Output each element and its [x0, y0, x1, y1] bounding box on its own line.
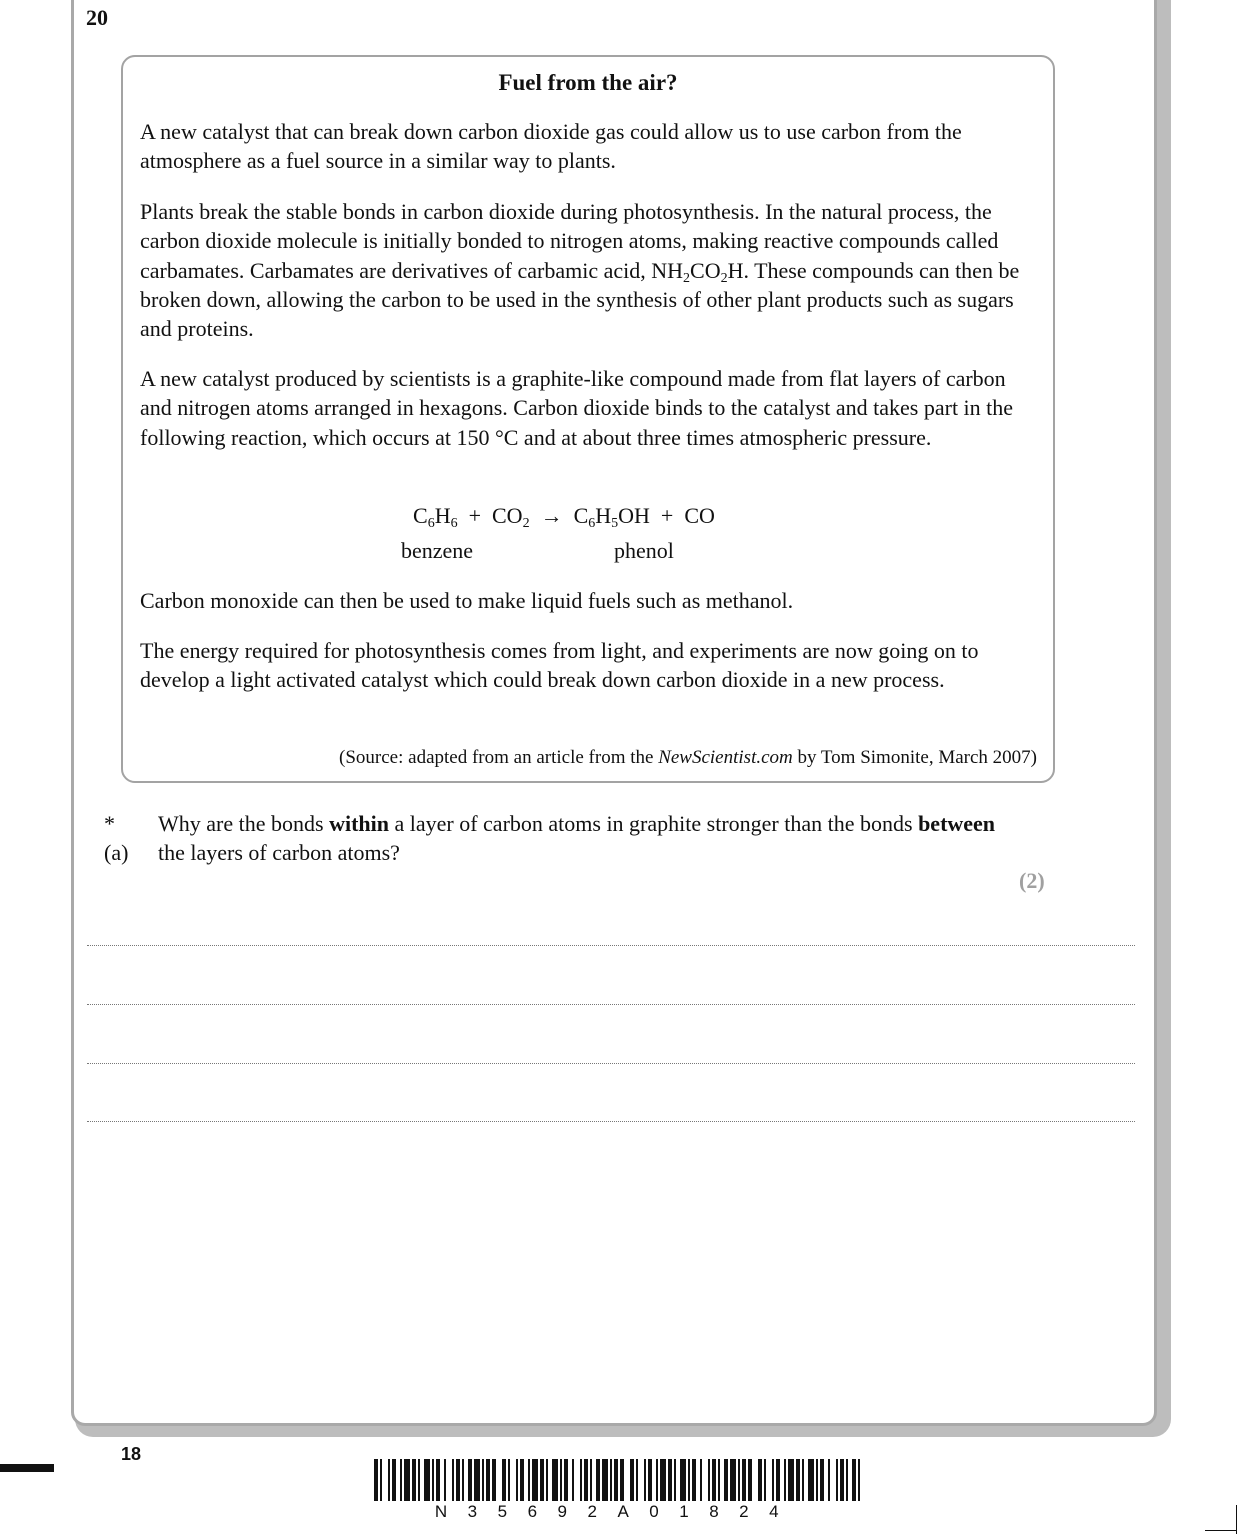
- barcode-bar: [748, 1459, 752, 1501]
- phenol-label: phenol: [614, 538, 674, 563]
- barcode-bar: [668, 1459, 672, 1501]
- barcode-bar: [424, 1459, 430, 1501]
- barcode-bar: [784, 1459, 786, 1501]
- barcode-bar: [602, 1459, 608, 1501]
- barcode-bar: [456, 1459, 460, 1501]
- barcode-bar: [486, 1459, 490, 1501]
- article-box: [121, 55, 1055, 783]
- barcode-bar: [636, 1459, 638, 1501]
- barcode-bar: [528, 1459, 530, 1501]
- barcode-bar: [708, 1459, 710, 1501]
- answer-line[interactable]: [87, 1121, 1135, 1122]
- barcode-bar: [718, 1459, 720, 1501]
- barcode-bar: [836, 1459, 838, 1501]
- barcode-icon: [374, 1459, 860, 1501]
- barcode-bar: [858, 1459, 860, 1501]
- article-paragraph-5: The energy required for photosynthesis comes from light, and experiments are now going on to develop a light activated catalyst which could break down carbon dioxide in a new process.: [140, 638, 979, 693]
- question-part-text: Why are the bonds within a layer of carbon atoms in graphite stronger than the bonds between the layers of carbon atoms?: [158, 811, 996, 866]
- barcode-bar: [516, 1459, 518, 1501]
- barcode-bar: [462, 1459, 464, 1501]
- barcode-bar: [564, 1459, 568, 1501]
- barcode-bar: [388, 1459, 390, 1501]
- barcode-bar: [412, 1459, 416, 1501]
- question-number: 20: [86, 5, 108, 30]
- barcode-bar: [432, 1459, 434, 1501]
- phenol-formula: $C_6H_5OH$: [573, 503, 650, 531]
- barcode-bar: [846, 1459, 848, 1501]
- page-number: 18: [121, 1444, 142, 1464]
- barcode-bar: [404, 1459, 410, 1501]
- barcode-bar: [374, 1459, 378, 1501]
- barcode-bar: [580, 1459, 582, 1501]
- carbamic-acid-formula: $NH_2CO_2H$.: [651, 257, 749, 286]
- barcode-bar: [802, 1459, 804, 1501]
- answer-line[interactable]: [87, 1004, 1135, 1005]
- plus-sign: +: [468, 503, 481, 528]
- barcode-bar: [852, 1459, 856, 1501]
- edge-marker: [0, 1464, 54, 1472]
- barcode-bar: [808, 1459, 814, 1501]
- barcode-bar: [620, 1459, 624, 1501]
- barcode-bar: [508, 1459, 510, 1501]
- barcode-bar: [418, 1459, 420, 1501]
- barcode-bar: [816, 1459, 818, 1501]
- barcode-bar: [724, 1459, 728, 1501]
- barcode-bar: [788, 1459, 794, 1501]
- barcode-number: N35692A01824: [434, 1502, 800, 1521]
- barcode-bar: [584, 1459, 588, 1501]
- co-formula: CO: [684, 503, 715, 528]
- barcode-bar: [738, 1459, 740, 1501]
- barcode-bar: [796, 1459, 800, 1501]
- barcode-bar: [482, 1459, 484, 1501]
- barcode-bar: [468, 1459, 472, 1501]
- barcode-bar: [712, 1459, 716, 1501]
- barcode-bar: [444, 1459, 446, 1501]
- barcode-bar: [764, 1459, 766, 1501]
- article-paragraph-3: A new catalyst produced by scientists is a graphite-like compound made from flat layers of carbon and nitrogen atoms arranged in hexagons. Carbon dioxide binds to the catalyst and takes part in the following reaction, which occurs at 150 °C and at about three times atmospheric pressure.: [140, 366, 1014, 450]
- barcode-bar: [742, 1459, 746, 1501]
- barcode-bar: [828, 1459, 830, 1501]
- barcode-bar: [540, 1459, 544, 1501]
- barcode-bar: [680, 1459, 686, 1501]
- article-title: Fuel from the air?: [498, 70, 678, 95]
- answer-line[interactable]: [87, 1063, 1135, 1064]
- barcode-bar: [552, 1459, 558, 1501]
- benzene-label: benzene: [401, 538, 474, 563]
- barcode-bar: [380, 1459, 382, 1501]
- article-source: (Source: adapted from an article from the NewScientist.com by Tom Simonite, March 2007): [339, 747, 1037, 768]
- barcode-bar: [840, 1459, 844, 1501]
- barcode-bar: [610, 1459, 612, 1501]
- barcode-bar: [520, 1459, 524, 1501]
- barcode-bar: [596, 1459, 600, 1501]
- barcode-bar: [502, 1459, 506, 1501]
- barcode-bar: [392, 1459, 396, 1501]
- barcode-bar: [452, 1459, 454, 1501]
- barcode-bar: [572, 1459, 574, 1501]
- barcode-bar: [730, 1459, 736, 1501]
- barcode-bar: [692, 1459, 696, 1501]
- answer-line[interactable]: [87, 945, 1135, 946]
- barcode-bar: [492, 1459, 496, 1501]
- barcode-bar: [700, 1459, 702, 1501]
- plus-sign: +: [660, 503, 674, 528]
- barcode-bar: [776, 1459, 780, 1501]
- barcode-bar: [674, 1459, 676, 1501]
- benzene-formula: $C_6H_6$: [413, 503, 458, 531]
- barcode-bar: [772, 1459, 774, 1501]
- barcode-bar: [644, 1459, 646, 1501]
- barcode-bar: [590, 1459, 592, 1501]
- barcode-bar: [474, 1459, 480, 1501]
- barcode-bar: [630, 1459, 634, 1501]
- crop-mark: [1205, 1530, 1237, 1531]
- barcode-bar: [656, 1459, 658, 1501]
- barcode-bar: [758, 1459, 762, 1501]
- barcode-bar: [660, 1459, 666, 1501]
- article-paragraph-2: Plants break the stable bonds in carbon dioxide during photosynthesis. In the natural process, the carbon dioxide molecule is initially bonded to nitrogen atoms, making reactive compounds called carbamates. Carbamates are derivatives of carbamic acid, $NH_2CO_2H$. These compounds can then be broken down, allowing the carbon to be used in the synthesis of other plant products such as sugars and proteins.: [140, 199, 1020, 342]
- article-paragraph-1: A new catalyst that can break down carbon dioxide gas could allow us to use carbon from the atmosphere as a fuel source in a similar way to plants.: [140, 119, 962, 174]
- barcode-bar: [546, 1459, 548, 1501]
- barcode-bar: [648, 1459, 652, 1501]
- barcode-bar: [820, 1459, 824, 1501]
- barcode-bar: [560, 1459, 562, 1501]
- barcode-bar: [436, 1459, 440, 1501]
- reaction-arrow: →: [540, 503, 563, 528]
- article-paragraph-4: Carbon monoxide can then be used to make liquid fuels such as methanol.: [140, 588, 794, 613]
- barcode-bar: [614, 1459, 618, 1501]
- question-part-label: *(a): [104, 811, 129, 866]
- co2-formula: $CO_2$: [492, 503, 530, 531]
- barcode-bar: [400, 1459, 402, 1501]
- barcode-bar: [532, 1459, 538, 1501]
- barcode-bar: [688, 1459, 690, 1501]
- marks-allocation: (2): [1019, 868, 1045, 893]
- reaction-equation: [413, 503, 715, 529]
